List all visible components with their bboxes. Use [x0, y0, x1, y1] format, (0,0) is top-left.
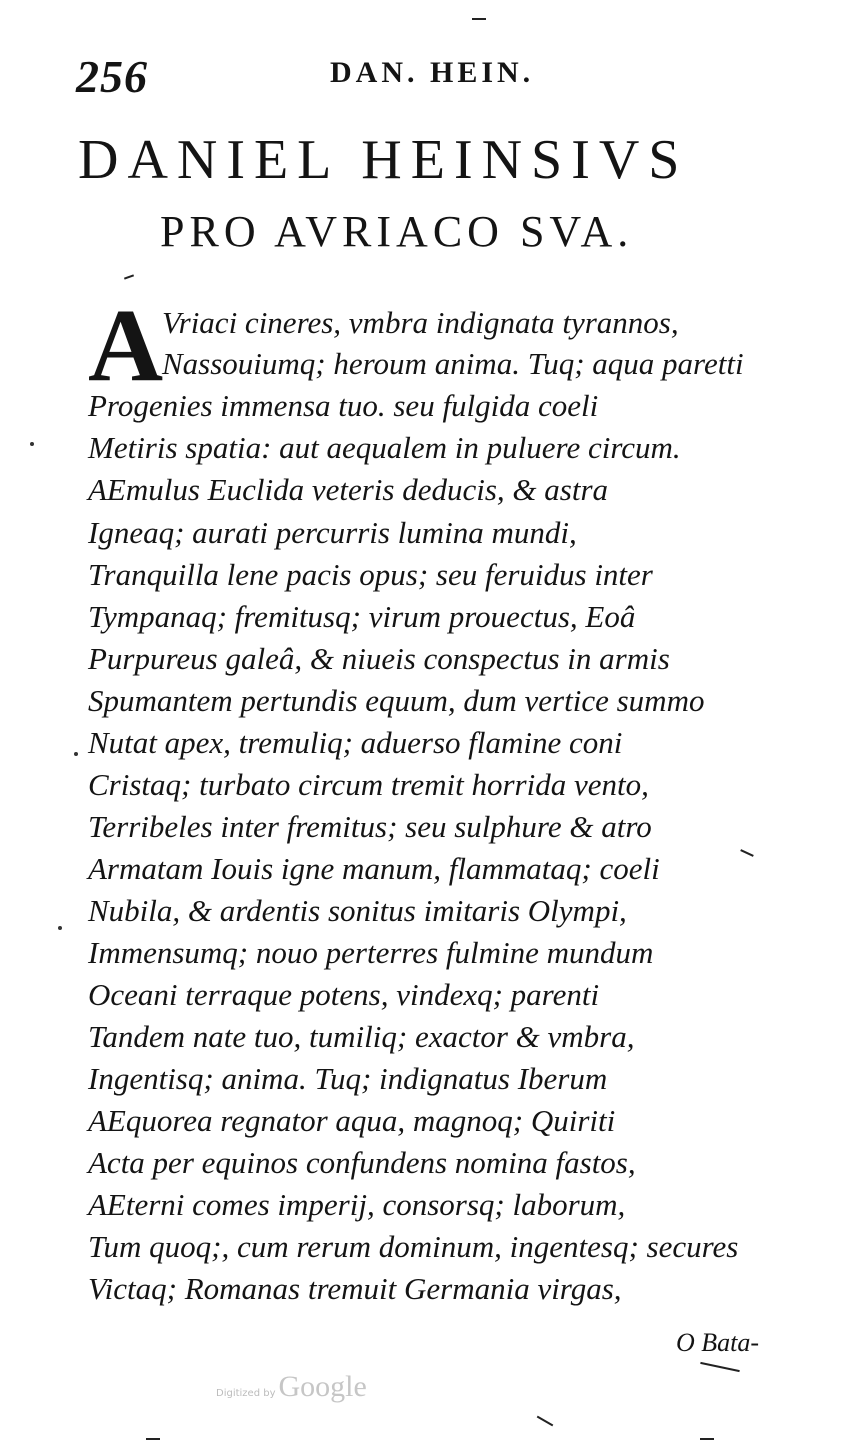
poem-line: Igneaq; aurati percurris lumina mundi,: [88, 515, 577, 550]
scan-speck: [74, 752, 78, 756]
scan-speck: [472, 18, 486, 20]
running-head: DAN. HEIN.: [330, 56, 535, 89]
poem-line: Tranquilla lene pacis opus; seu feruidus inter: [88, 557, 653, 592]
poem-line: Spumantem pertundis equum, dum vertice summo: [88, 683, 705, 718]
poem-line: Victaq; Romanas tremuit Germania virgas,: [88, 1271, 622, 1306]
poem-line: Nubila, & ardentis sonitus imitaris Olympi,: [88, 893, 627, 928]
poem-line: Tandem nate tuo, tumiliq; exactor & vmbra,: [88, 1019, 635, 1054]
scan-speck: [146, 1438, 160, 1440]
scan-speck: [58, 926, 62, 930]
title-subject: PRO AVRIACO SVA.: [160, 207, 634, 256]
poem-line: Progenies immensa tuo. seu fulgida coeli: [88, 388, 599, 423]
watermark-logo: Google: [278, 1370, 367, 1403]
poem-line: Immensumq; nouo perterres fulmine mundum: [88, 935, 654, 970]
poem-line: AEquorea regnator aqua, magnoq; Quiriti: [88, 1103, 616, 1138]
poem-line: Nassouiumq; heroum anima. Tuq; aqua paretti: [162, 346, 744, 381]
watermark-prefix: Digitized by: [216, 1388, 276, 1399]
poem-line: Ingentisq; anima. Tuq; indignatus Iberum: [88, 1061, 608, 1096]
poem-line: Tum quoq;, cum rerum dominum, ingentesq; secures: [88, 1229, 739, 1264]
scan-speck: [124, 274, 134, 279]
catchword: O Bata-: [676, 1328, 760, 1357]
title-author: DANIEL HEINSIVS: [78, 129, 689, 191]
poem-line: Armatam Iouis igne manum, flammataq; coeli: [88, 851, 660, 886]
digitized-watermark: [216, 1370, 367, 1404]
scan-speck: [700, 1362, 740, 1372]
poem-line: Acta per equinos confundens nomina fastos,: [88, 1145, 636, 1180]
scan-speck: [740, 849, 754, 857]
poem-line: AEmulus Euclida veteris deducis, & astra: [88, 472, 609, 507]
poem-line: Tympanaq; fremitusq; virum prouectus, Eoâ: [88, 599, 636, 634]
poem-line: Oceani terraque potens, vindexq; parenti: [88, 977, 600, 1012]
poem-line: Nutat apex, tremuliq; aduerso flamine coni: [88, 725, 623, 760]
scan-speck: [537, 1416, 554, 1427]
page-number: 256: [76, 51, 148, 102]
drop-cap: A: [88, 288, 164, 403]
poem-line: Metiris spatia: aut aequalem in puluere circum.: [88, 430, 681, 465]
poem-line: Vriaci cineres, vmbra indignata tyrannos,: [162, 305, 679, 340]
scan-speck: [30, 442, 34, 446]
poem-line: Cristaq; turbato circum tremit horrida vento,: [88, 767, 649, 802]
poem-line: Terribeles inter fremitus; seu sulphure & atro: [88, 809, 652, 844]
scan-speck: [700, 1438, 714, 1440]
poem-line: Purpureus galeâ, & niueis conspectus in armis: [88, 641, 670, 676]
poem-line: AEterni comes imperij, consorsq; laborum,: [88, 1187, 626, 1222]
